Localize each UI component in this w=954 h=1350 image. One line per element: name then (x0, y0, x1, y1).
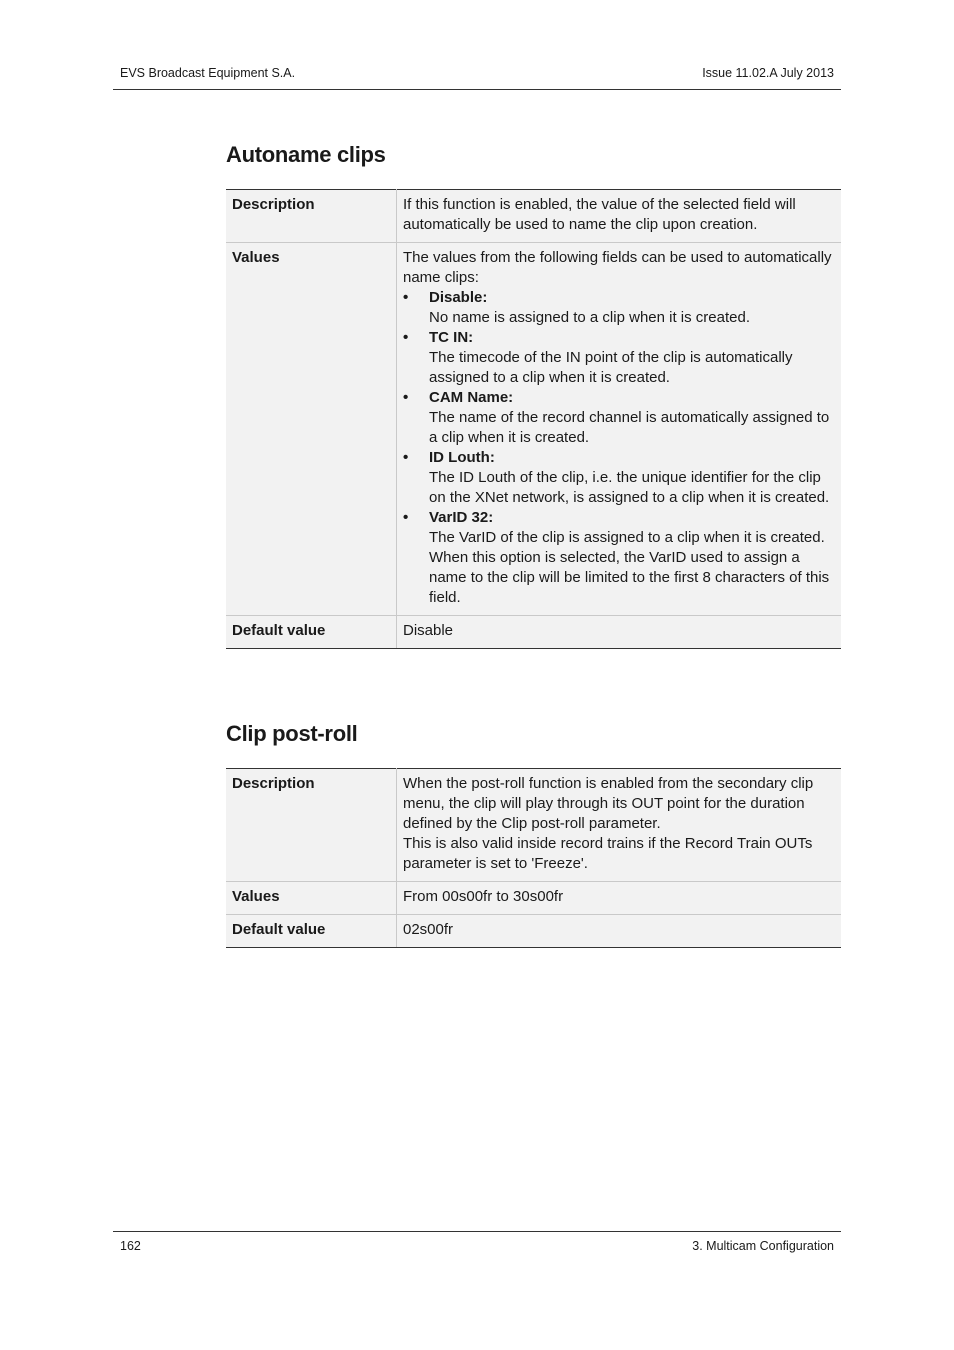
option-label: CAM Name: (429, 389, 514, 406)
page-footer (113, 1231, 841, 1255)
description-label: Description (226, 769, 397, 882)
table-row (226, 915, 841, 948)
description-cell (397, 769, 842, 882)
list-item (403, 388, 835, 448)
bullet: • (403, 449, 409, 466)
option-text: The name of the record channel is automatically assigned to a clip when it is created. (429, 409, 830, 446)
values-label: Values (226, 882, 397, 915)
values-intro: The values from the following fields can be used to automatically name clips: (403, 249, 832, 286)
option-label: TC IN: (429, 329, 474, 346)
page-header (113, 66, 841, 90)
section-title-autoname-clips: Autoname clips (226, 142, 386, 167)
option-label: Disable: (429, 289, 488, 306)
table-row (226, 616, 841, 649)
default-value: Disable (397, 616, 842, 649)
description-line: This is also valid inside record trains if the Record Train OUTs parameter is set to 'Freeze'. (403, 835, 813, 872)
option-text: The ID Louth of the clip, i.e. the unique identifier for the clip on the XNet network, is assigned to a clip when it is created. (429, 469, 830, 506)
autoname-clips-table (226, 189, 841, 649)
section-title-clip-post-roll: Clip post-roll (226, 721, 358, 746)
table-row (226, 190, 841, 243)
footer-chapter: 3. Multicam Configuration (692, 1239, 834, 1253)
bullet: • (403, 329, 409, 346)
table-row (226, 243, 841, 616)
page-number: 162 (120, 1239, 141, 1253)
bullet: • (403, 509, 409, 526)
header-issue: Issue 11.02.A July 2013 (702, 66, 834, 80)
table-row (226, 769, 841, 882)
option-label: VarID 32: (429, 509, 494, 526)
description-line: When the post-roll function is enabled from the secondary clip menu, the clip will play through its OUT point for the duration defined by the Clip post-roll parameter. (403, 775, 814, 832)
bullet: • (403, 289, 409, 306)
list-item (403, 328, 835, 388)
header-company: EVS Broadcast Equipment S.A. (120, 66, 296, 80)
option-label: ID Louth: (429, 449, 495, 466)
option-text: The VarID of the clip is assigned to a clip when it is created. (429, 529, 825, 546)
default-value: 02s00fr (397, 915, 842, 948)
bullet: • (403, 389, 409, 406)
default-label: Default value (226, 616, 397, 649)
description-label: Description (226, 190, 397, 243)
description-value: If this function is enabled, the value of the selected field will automatically be used to name the clip upon creation. (397, 190, 842, 243)
clip-post-roll-table (226, 768, 841, 948)
list-item (403, 288, 835, 328)
list-item (403, 508, 835, 608)
option-text: The timecode of the IN point of the clip is automatically assigned to a clip when it is created. (429, 349, 793, 386)
default-label: Default value (226, 915, 397, 948)
option-text: No name is assigned to a clip when it is created. (429, 309, 750, 326)
values-value: From 00s00fr to 30s00fr (397, 882, 842, 915)
list-item (403, 448, 835, 508)
values-label: Values (226, 243, 397, 616)
table-row (226, 882, 841, 915)
values-cell (397, 243, 842, 616)
option-extra-text: When this option is selected, the VarID used to assign a name to the clip will be limited to the first 8 characters of this field. (429, 549, 830, 606)
